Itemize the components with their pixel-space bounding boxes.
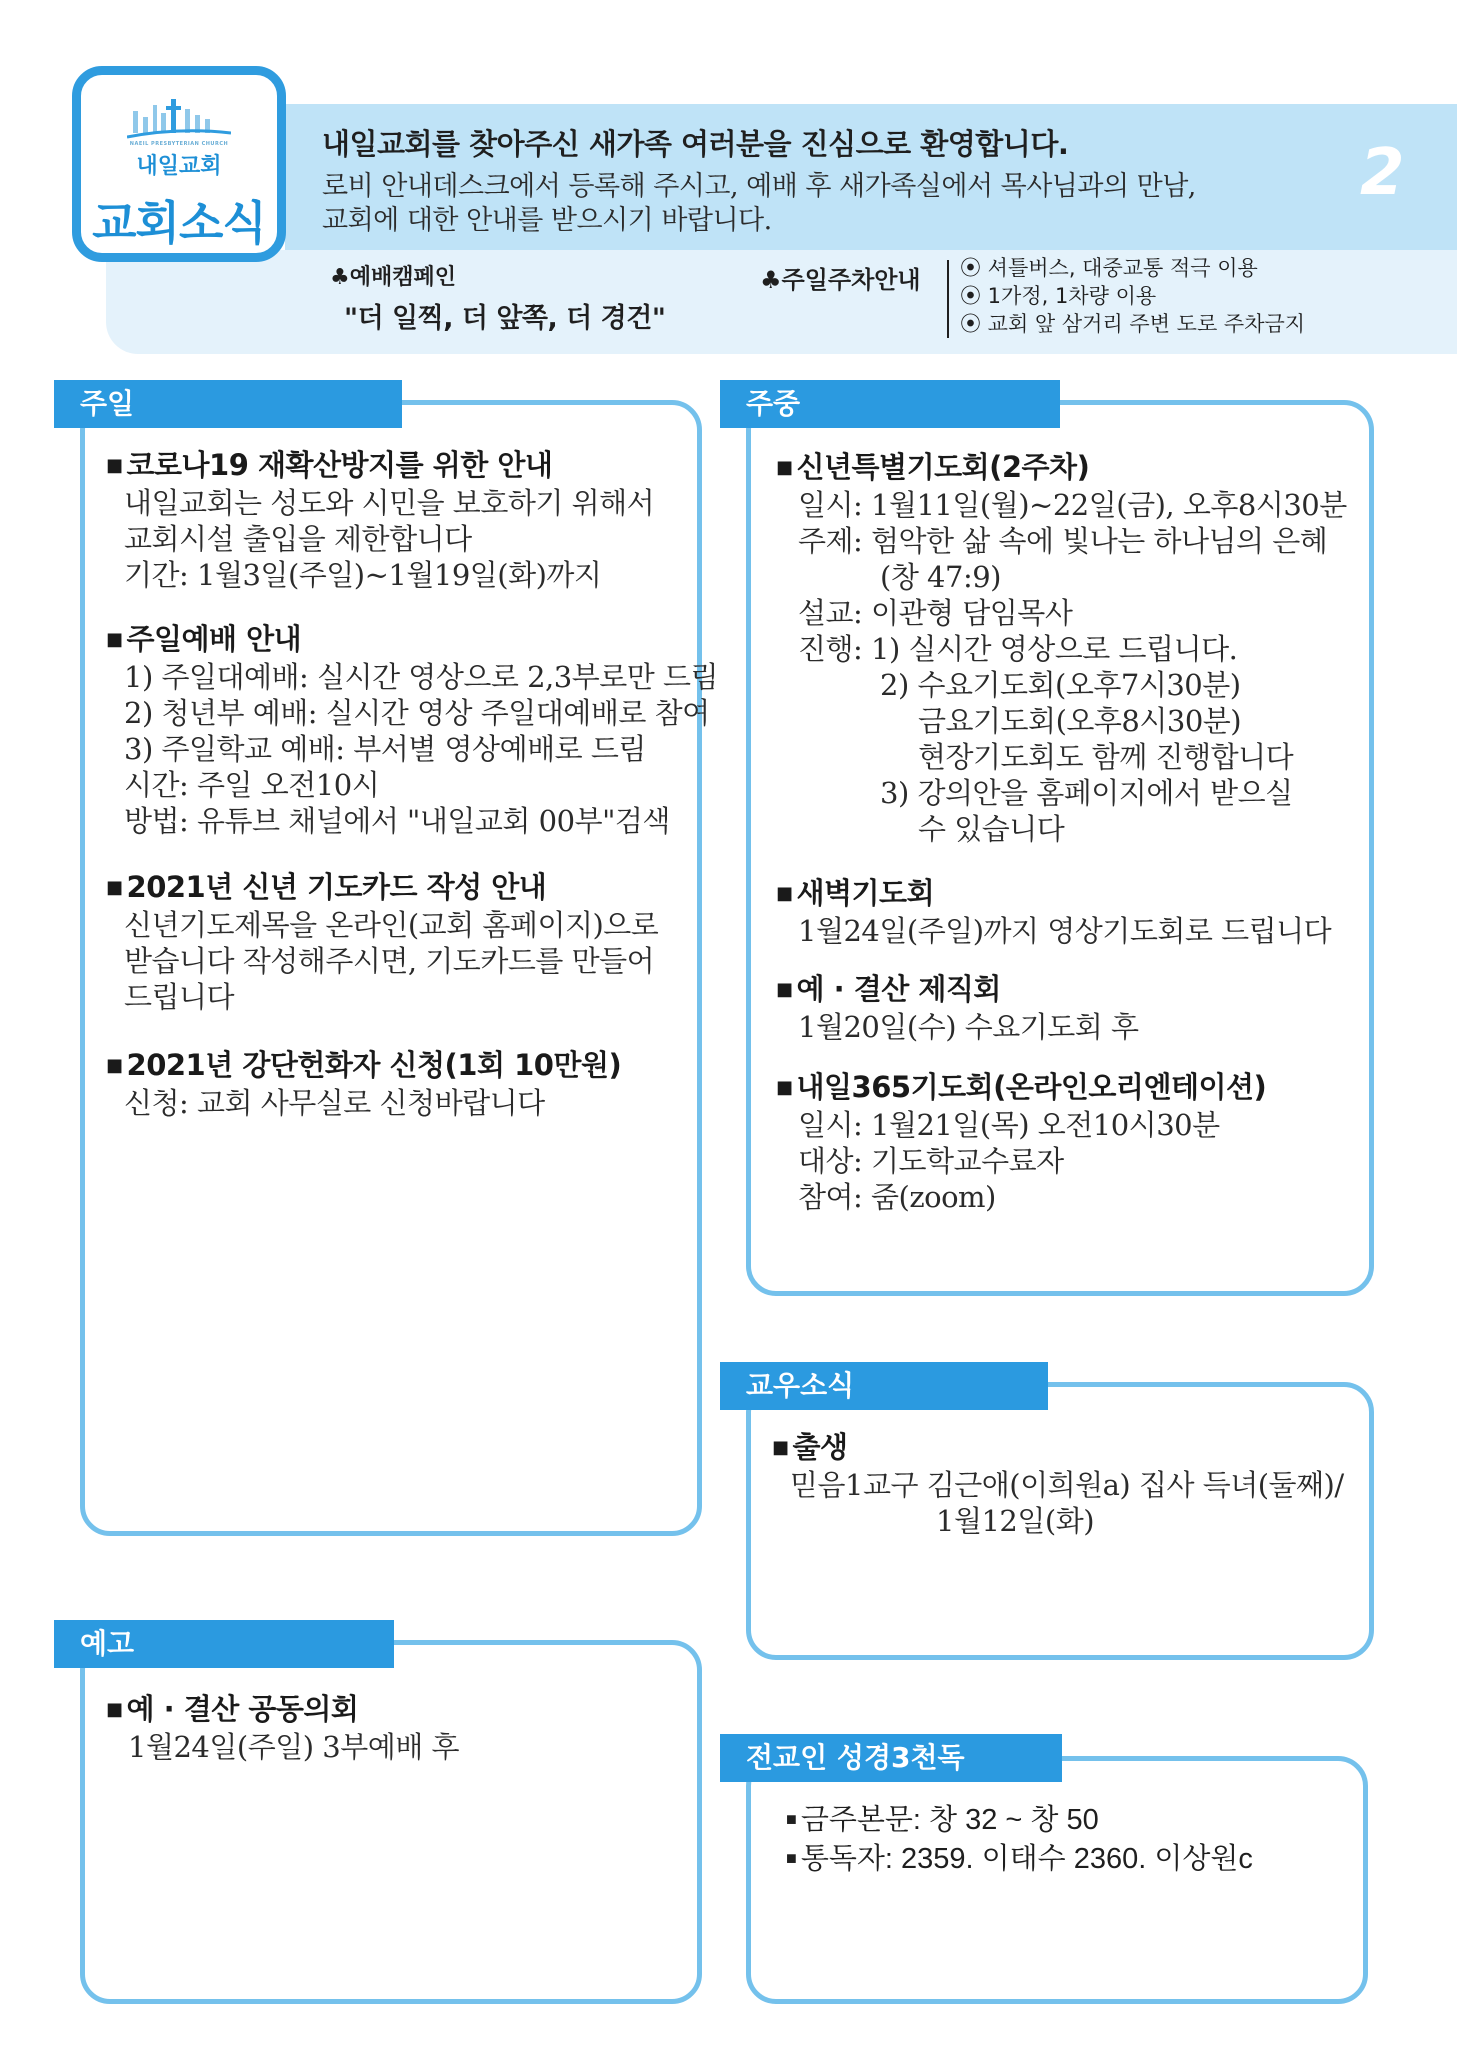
- bullet-square-icon: ■: [776, 457, 793, 478]
- bible-panel: [746, 1756, 1368, 2004]
- bullet-square-icon: ■: [776, 883, 793, 904]
- body-line: 1월12일(화): [936, 1504, 1095, 1538]
- section-heading: 예 · 결산 제직회: [796, 972, 1001, 1006]
- sunday-tab: 주일: [54, 380, 402, 428]
- body-line: 1월24일(주일)까지 영상기도회로 드립니다: [798, 914, 1332, 948]
- bullet-square-icon: ■: [106, 877, 123, 898]
- sunday-section-prayer-card: [106, 868, 658, 1015]
- body-line: 방법: 유튜브 채널에서 "내일교회 00부"검색: [124, 804, 670, 838]
- section-heading: 내일365기도회(온라인오리엔테이션): [796, 1070, 1267, 1104]
- welcome-line-2: 교회에 대한 안내를 받으시기 바랍니다.: [322, 205, 772, 236]
- parking-list: [960, 254, 1305, 338]
- church-skyline-icon: [127, 97, 231, 139]
- section-heading: 코로나19 재확산방지를 위한 안내: [126, 448, 553, 482]
- bullet-square-icon: ■: [776, 1077, 793, 1098]
- members-section-birth: [772, 1428, 1344, 1539]
- body-line: 믿음1교구 김근애(이희원a) 집사 득녀(둘째)/: [790, 1468, 1344, 1502]
- body-line: 3) 주일학교 예배: 부서별 영상예배로 드림: [124, 732, 646, 766]
- bullet-square-icon: ■: [786, 1848, 797, 1868]
- parking-divider: [947, 260, 949, 338]
- bullet-square-icon: ■: [106, 629, 123, 650]
- body-line: 받습니다 작성해주시면, 기도카드를 만들어: [124, 944, 655, 978]
- body-line: 3) 강의안을 홈페이지에서 받으실: [880, 776, 1293, 810]
- body-line: 참여: 줌(zoom): [798, 1180, 996, 1214]
- bullet-square-icon: ■: [776, 979, 793, 1000]
- parking-item: ⦿ 셔틀버스, 대중교통 적극 이용: [960, 256, 1258, 280]
- logo-english-text: NAEIL PRESBYTERIAN CHURCH: [129, 141, 229, 147]
- parking-label: ♣주일주차안내: [760, 266, 921, 294]
- body-line: 교회시설 출입을 제한합니다: [124, 522, 472, 556]
- parking-item: ⦿ 1가정, 1차량 이용: [960, 284, 1157, 308]
- parking-item: ⦿ 교회 앞 삼거리 주변 도로 주차금지: [960, 312, 1306, 336]
- page-number: 2: [1360, 136, 1405, 210]
- bullet-square-icon: ■: [106, 1055, 123, 1076]
- body-line: 수 있습니다: [918, 812, 1065, 846]
- welcome-title: 내일교회를 찾아주신 새가족 여러분을 진심으로 환영합니다.: [322, 127, 1069, 161]
- body-line: 주제: 험악한 삶 속에 빛나는 하나님의 은혜: [798, 524, 1328, 558]
- body-line: 시간: 주일 오전10시: [124, 768, 380, 802]
- body-line: 1월24일(주일) 3부예배 후: [128, 1730, 459, 1764]
- midweek-section-special-prayer: [776, 448, 1347, 847]
- body-line: 1월20일(수) 수요기도회 후: [798, 1010, 1139, 1044]
- members-tab: 교우소식: [720, 1362, 1048, 1410]
- logo-church-name: 내일교회: [136, 154, 222, 179]
- section-heading: 새벽기도회: [796, 876, 935, 910]
- body-line: 금요기도회(오후8시30분): [918, 704, 1242, 738]
- section-heading: 주일예배 안내: [126, 622, 302, 656]
- body-line: 설교: 이관형 담임목사: [798, 596, 1073, 630]
- midweek-section-dawn-prayer: [776, 874, 1331, 949]
- body-line: 일시: 1월11일(월)~22일(금), 오후8시30분: [798, 488, 1347, 522]
- body-line: 현장기도회도 함께 진행합니다: [918, 740, 1294, 774]
- sunday-section-flowers: [106, 1046, 621, 1121]
- body-line: 2) 청년부 예배: 실시간 영상 주일대예배로 참여: [124, 696, 710, 730]
- bullet-square-icon: ■: [772, 1437, 789, 1458]
- bible-readers: 통독자: 2359. 이태수 2360. 이상원c: [800, 1843, 1253, 1875]
- section-heading: 2021년 강단헌화자 신청(1회 10만원): [126, 1048, 622, 1082]
- bible-section: [786, 1800, 1253, 1878]
- section-heading: 2021년 신년 기도카드 작성 안내: [126, 870, 547, 904]
- body-line: 2) 수요기도회(오후7시30분): [880, 668, 1241, 702]
- body-line: 드립니다: [124, 980, 235, 1014]
- bible-tab: 전교인 성경3천독: [720, 1734, 1062, 1782]
- section-heading: 신년특별기도회(2주차): [796, 450, 1090, 484]
- body-line: 1) 주일대예배: 실시간 영상으로 2,3부로만 드림: [124, 660, 718, 694]
- bible-passage: 금주본문: 창 32 ~ 창 50: [800, 1804, 1099, 1836]
- section-heading: 예 · 결산 공동의회: [126, 1692, 359, 1726]
- midweek-section-365-prayer: [776, 1068, 1266, 1215]
- body-line: 대상: 기도학교수료자: [798, 1144, 1064, 1178]
- welcome-line-1: 로비 안내데스크에서 등록해 주시고, 예배 후 새가족실에서 목사님과의 만남,: [322, 171, 1196, 202]
- body-line: 진행: 1) 실시간 영상으로 드립니다.: [798, 632, 1238, 666]
- section-heading: 출생: [792, 1430, 848, 1464]
- campaign-label: ♣예배캠페인: [330, 265, 456, 290]
- bullet-square-icon: ■: [106, 455, 123, 476]
- body-line: 일시: 1월21일(목) 오전10시30분: [798, 1108, 1220, 1142]
- body-line: 기간: 1월3일(주일)~1월19일(화)까지: [124, 558, 602, 592]
- body-line: 내일교회는 성도와 시민을 보호하기 위해서: [124, 486, 655, 520]
- church-logo: [72, 66, 286, 262]
- midweek-tab: 주중: [720, 380, 1060, 428]
- bullet-square-icon: ■: [106, 1699, 123, 1720]
- campaign-slogan: "더 일찍, 더 앞쪽, 더 경건": [344, 303, 666, 334]
- sunday-section-covid: [106, 446, 654, 593]
- body-line: 신청: 교회 사무실로 신청바랍니다: [124, 1086, 545, 1120]
- bible-text-line: [786, 1800, 1253, 1839]
- notice-tab: 예고: [54, 1620, 394, 1668]
- bullet-square-icon: ■: [786, 1809, 797, 1829]
- notice-section-assembly: [106, 1690, 459, 1765]
- body-line: 신년기도제목을 온라인(교회 홈페이지)으로: [124, 908, 659, 942]
- bible-text-line: [786, 1839, 1253, 1878]
- midweek-section-budget-meeting: [776, 970, 1139, 1045]
- body-line: (창 47:9): [880, 560, 1001, 594]
- sunday-section-worship: [106, 620, 718, 839]
- section-title: 교회소식: [92, 196, 266, 250]
